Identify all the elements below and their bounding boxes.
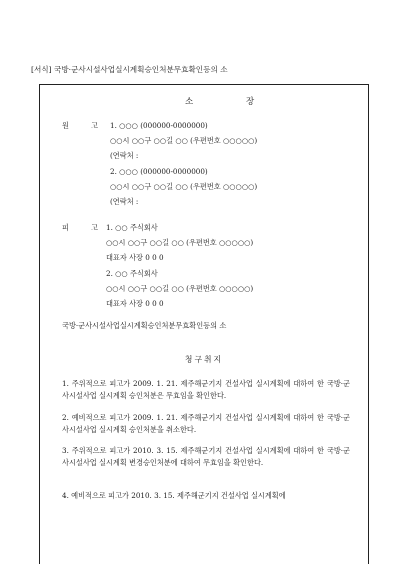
defendant-2-name: 2. ○○ 주식회사 bbox=[106, 269, 158, 278]
claim-item-1: 1. 주위적으로 피고가 2009. 1. 21. 제주해군기지 건설사업 실시계획에 대하여 한 국방·군사시설사업 실시계획 승인처분은 무효임을 확인한다. bbox=[62, 379, 350, 400]
plaintiff-2-address: ○○시 ○○구 ○○길 ○○ (우편번호 ○○○○○) bbox=[110, 182, 258, 191]
defendant-1-address: ○○시 ○○구 ○○길 ○○ (우편번호 ○○○○○) bbox=[106, 238, 254, 247]
plaintiff-1-name: 1. ○○○ (000000-0000000) bbox=[110, 121, 208, 130]
document-header: [서식] 국방·군사시설사업실시계획승인처분무효확인등의 소 bbox=[31, 65, 228, 74]
defendant-label-1: 피 bbox=[62, 223, 69, 232]
plaintiff-label-1: 원 bbox=[62, 121, 69, 130]
claim-item-3: 3. 주위적으로 피고가 2010. 3. 15. 제주해군기지 건설사업 실시계획에 대하여 한 국방·군사시설사업 실시계획 변경승인처분에 대하여 무효임을 확인한다. bbox=[62, 446, 350, 467]
defendant-2-representative: 대표자 사장 0 0 0 bbox=[106, 299, 164, 308]
case-name: 국방·군사시설사업실시계획승인처분무효확인등의 소 bbox=[62, 321, 227, 330]
plaintiff-2-contact: (연락처 : bbox=[110, 197, 139, 206]
title-char-2: 장 bbox=[246, 97, 255, 107]
claims-section-title: 청구취지 bbox=[184, 355, 224, 364]
plaintiff-1-address: ○○시 ○○구 ○○길 ○○ (우편번호 ○○○○○) bbox=[110, 136, 258, 145]
defendant-label-2: 고 bbox=[91, 223, 98, 232]
defendant-1-name: 1. ○○ 주식회사 bbox=[106, 223, 158, 232]
claim-item-2: 2. 예비적으로 피고가 2009. 1. 21. 제주해군기지 건설사업 실시계획에 대하여 한 국방·군사시설사업 실시계획 승인처분을 취소한다. bbox=[62, 413, 350, 434]
title-char-1: 소 bbox=[185, 97, 194, 107]
defendant-2-address: ○○시 ○○구 ○○길 ○○ (우편번호 ○○○○○) bbox=[106, 284, 254, 293]
plaintiff-2-name: 2. ○○○ (000000-0000000) bbox=[110, 167, 208, 176]
claim-item-4: 4. 예비적으로 피고가 2010. 3. 15. 제주해군기지 건설사업 실시계획에 bbox=[62, 491, 286, 500]
plaintiff-label-2: 고 bbox=[91, 121, 98, 130]
defendant-1-representative: 대표자 사장 0 0 0 bbox=[106, 253, 164, 262]
plaintiff-1-contact: (연락처 : bbox=[110, 151, 139, 160]
